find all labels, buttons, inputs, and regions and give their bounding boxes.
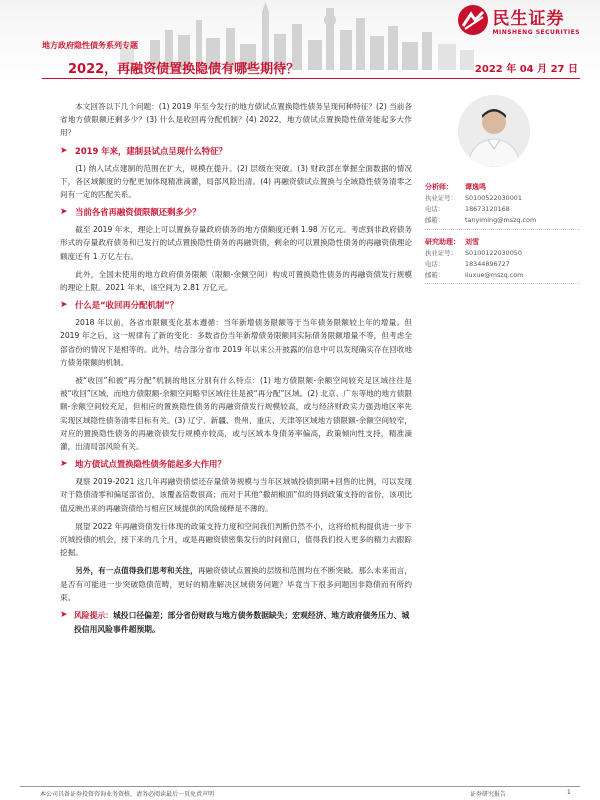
brand-logo-icon [457,4,489,36]
field-label: 执业证号： [425,248,457,257]
assistant-card [425,236,580,285]
analyst-card [425,181,580,230]
risk-warning [60,609,412,636]
intro-paragraph: 本文回答以下几个问题：(1) 2019 年至今发行的地方债试点置换隐性债务呈现何种特征？(2) 当前各省地方债限额还剩多少？(3) 什么是收回再分配机制？(4) 2022，地方债试点置换隐性债务能起多大作用？ [60,102,412,138]
person-avatar-icon [458,95,530,167]
report-header [0,0,600,82]
body-paragraph: 观察 2019-2021 这几年再融资债偿还存量债务规模与当年区域城投债到期+回售的比例，可以发现对于隐债清零和偏尾部省份，该覆盖倍数很高；而对于其他“撒胡椒面”似的得到政策支持的省份，该项比值反映出来的再融资债给与相应区域提供的风险缓释是不薄的。 [60,477,412,513]
section-heading [60,145,412,157]
analyst-role: 分析师： [425,183,453,191]
phone-number: 18673120168 [465,205,510,214]
arrow-bullet-icon: ➤ [60,300,68,311]
body-paragraph: 展望 2022 年再融资债发行体现的政策支持力度和空间我们判断仍然不小，这将给机构提供进一步下沉城投债的机会，接下来的几个月，或是再融资债密集发行的时间窗口，值得我们投入更多的精力去跟踪挖掘。 [60,521,412,558]
phone-number: 18344896727 [465,259,510,268]
field-label: 电话： [425,205,445,214]
section-heading-text: 地方债试点置换隐性债务能起多大作用？ [75,459,226,470]
arrow-bullet-icon: ➤ [60,145,68,156]
analyst-sidebar [425,95,580,290]
arrow-bullet-icon: ➤ [60,459,68,470]
email-link[interactable]: liuxue@mszq.com [465,271,524,280]
closing-lead: 另外，有一点值得我们思考和关注， [75,566,198,576]
body-paragraph: 此外，全国未使用的地方政府债务限额（限额-余额空间）构成可置换隐性债务的再融资债发行规模的理论上限。2021 年末，该空间为 2.81 万亿元。 [60,269,412,293]
arrow-bullet-icon: ➤ [60,610,68,621]
section-heading-text: 什么是“收回再分配机制”？ [75,300,179,311]
body-paragraph: 截至 2019 年末，理论上可以置换存量政府债务的地方债额度还剩 1.98 万亿元。考虑到非政府债务形式的存量政府债务和已发行的试点置换隐性债务的再融资债，剩余的可以置换隐性债务的再融资债理论额度还有 1 万亿左右。 [60,225,412,261]
field-label: 邮箱： [425,216,445,225]
header-divider [42,78,580,79]
risk-text: 城投口径偏差；部分省份财政与地方债务数据缺失；宏观经济、地方政府债务压力、城投信用风险事件超预期。 [74,611,410,634]
section-heading [60,458,412,470]
section-heading [60,206,412,218]
section-heading-text: 当前各省再融资债限额还剩多少？ [75,207,201,218]
section-heading [60,299,412,311]
footer-divider [20,786,580,787]
risk-label: 风险提示： [74,611,113,621]
email-link[interactable]: tanyiming@mszq.com [465,216,537,225]
section-heading-text: 2019 年来，建制县试点呈现什么特征？ [75,145,227,156]
field-label: 电话： [425,259,445,268]
assistant-name: 刘雪 [465,237,479,246]
body-paragraph: (1) 纳入试点建制的范围在扩大，规模在提升。(2) 层级在突破。(3) 财政部在掌握全面数据的情况下，各区域额度的分配更加体现精准滴灌，局部风险出清。(4) 再融资债试点置换与全域隐性债务清零之间有一定的匹配关系。 [60,163,412,200]
brand-name-cn: 民生证券 [492,9,565,29]
license-number: S0100122030050 [465,248,522,257]
closing-rest: 再融资债试点置换的层级和范围均在不断突破。那么未来而言，是否有可能进一步突破隐债范畴，更好的精准解决区域债务问题？毕竟当下很多问题因非隐债而有所约束。 [60,566,412,602]
report-body [60,100,412,636]
report-title: 2022，再融资债置换隐债有哪些期待？ [68,62,300,77]
analyst-name: 谭逸鸣 [465,183,486,191]
report-date: 2022 年 04 月 27 日 [474,64,578,75]
page-number: 1 [567,789,571,796]
license-number: S0100522030001 [465,194,522,202]
brand-logo [457,4,581,36]
analyst-photo [458,95,530,167]
report-series: 地方政府隐性债务系列专题 [42,41,138,50]
field-label: 执业证号： [425,194,457,202]
field-label: 邮箱： [425,271,445,280]
footer-report-type: 证券研究报告 [470,791,507,798]
assistant-role: 研究助理： [425,237,460,246]
closing-paragraph [60,564,412,604]
footer-disclaimer: 本公司具备证券投资咨询业务资格，请务必阅读最后一页免责声明 [40,791,215,798]
arrow-bullet-icon: ➤ [60,207,68,218]
body-paragraph: 2018 年以前，各省市限额变化基本遵循：当年新增债务限额等于当年债务限额较上年的增量。但 2019 年之后，这一规律有了新的变化：多数省份当年新增债务限额同实际债务限额增量不等，但考虑全部省份的情况下是相等的。此外，结合部分省市 2019 年以来公开披露的信息中可以发现确实存在回收地方债务限额的机制。 [60,318,412,367]
body-paragraph: 被“收回”和被“再分配”机制的地区分别有什么特点：(1) 地方债限额-余额空间较充足区域往往是被“收回”区域，而地方债限额-余额空间略窄区域往往是被“再分配”区域。(2) 北京、广东等地的地方债限额-余额空间较充足，但相应的置换隐性债务的再融资债发行规模较高，或与经济财政实力强劲地区率先实现区域隐性债务清零目标有关。(3) 辽宁、新疆、贵州、重庆、天津等区域地方债限额-余额空间较窄，对应的置换隐性债务的再融资债发行规模亦较高，或与区域本身债务率偏高，政策倾向性支持，精准滴灌，出清局部风险有关。 [60,376,412,452]
brand-name-en: MINSHENG SECURITIES [492,29,580,36]
